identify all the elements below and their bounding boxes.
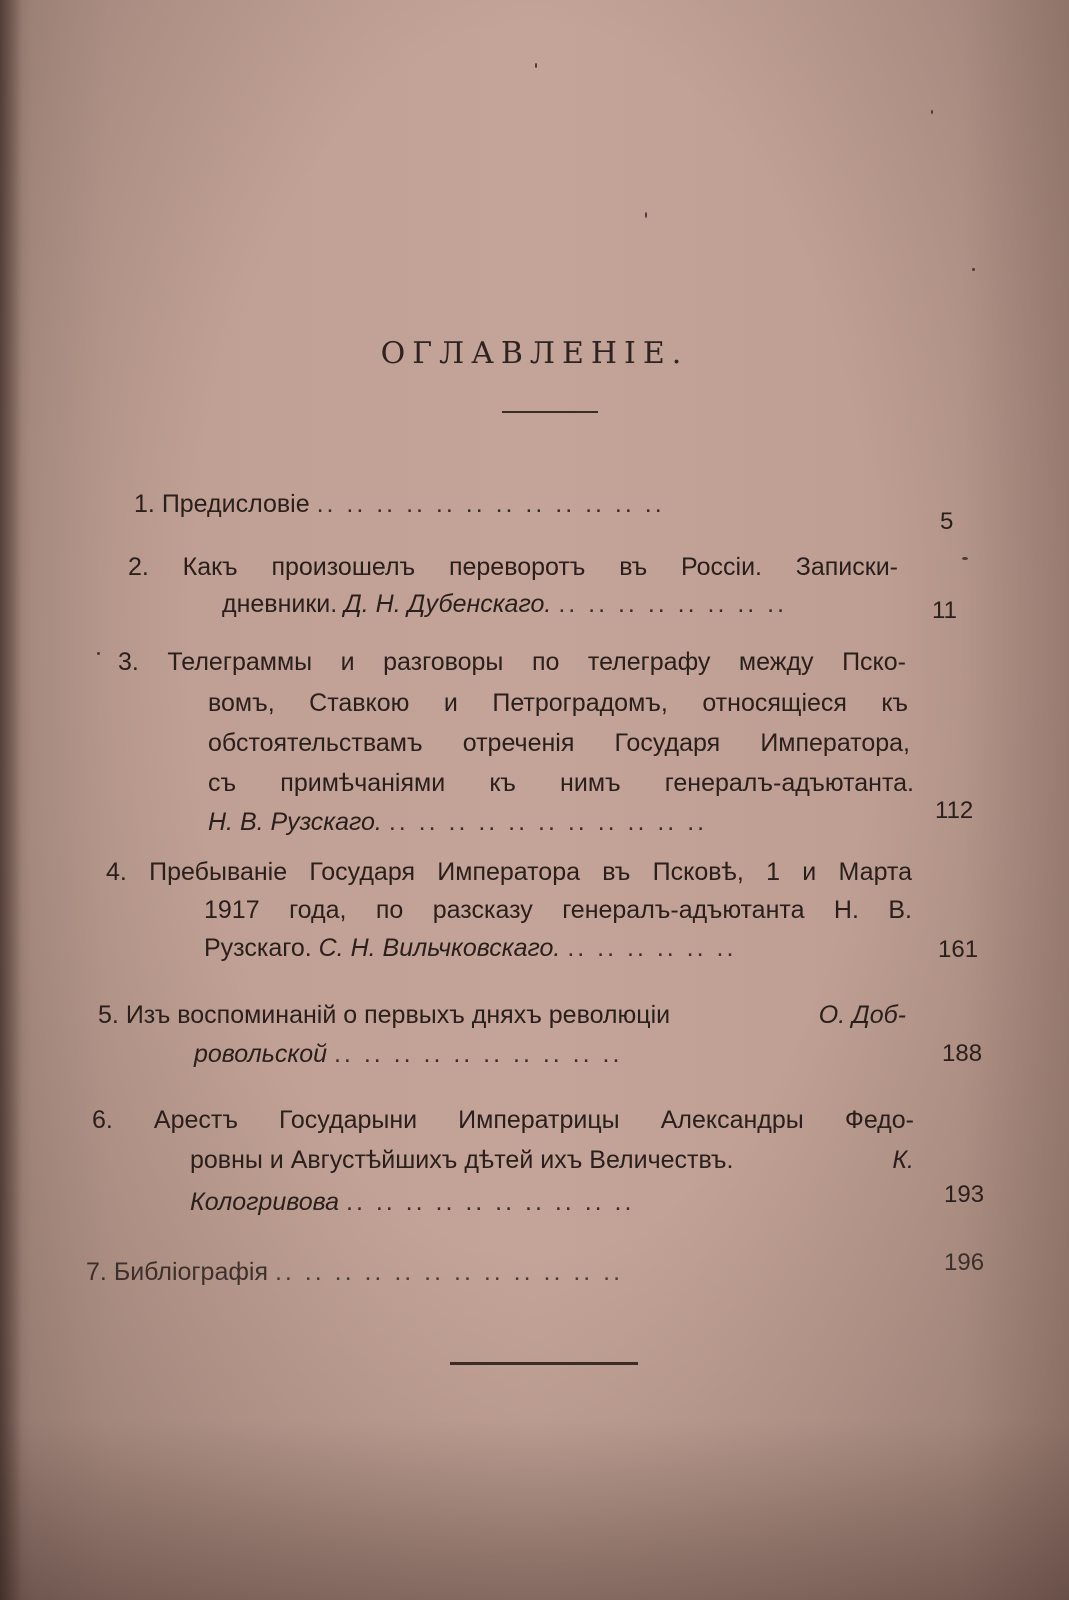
entry-page: 196 — [944, 1249, 985, 1276]
entry-title-line: ровны и Августѣйшихъ дѣтей ихъ Величествъ. — [190, 1146, 734, 1174]
entry-title-line: обстоятельствамъ отреченія Государя Императора, — [208, 729, 910, 757]
entry-title-line: дневники. — [222, 590, 338, 618]
entry-page: 5 — [940, 508, 954, 535]
entry-title-line: Рузскаго. — [204, 934, 312, 962]
title-rule — [502, 411, 598, 413]
entry-author: Д. Н. Дубенскаго. — [344, 590, 552, 618]
entry-title: Предисловіе — [161, 490, 310, 518]
leader-dots: .. .. .. .. .. .. .. .. .. .. — [333, 1040, 623, 1068]
entry-number: 5. — [98, 1001, 119, 1029]
entry-title-line: вомъ, Ставкою и Петроградомъ, относящіеся къ — [208, 689, 908, 717]
paper-speck — [97, 652, 100, 655]
leader-dots: .. .. .. .. .. .. .. .. — [558, 590, 788, 618]
paper-speck — [972, 268, 975, 271]
entry-number: 2. — [128, 553, 149, 581]
entry-author: К. — [892, 1146, 914, 1174]
end-rule — [450, 1362, 638, 1365]
bottom-shadow — [0, 1420, 1069, 1600]
page-title: ОГЛАВЛЕНІЕ. — [380, 336, 689, 371]
spine-shadow — [0, 0, 22, 1600]
entry-title-line: Арестъ Государыни Императрицы Александры Федо- — [153, 1106, 914, 1134]
leader-dots: .. .. .. .. .. .. .. .. .. .. .. .. — [274, 1258, 624, 1286]
leader-dots: .. .. .. .. .. .. .. .. .. .. .. .. — [316, 490, 665, 518]
entry-number: 3. — [118, 648, 139, 676]
entry-page: 112 — [935, 797, 974, 824]
entry-author: Кологривова — [190, 1188, 340, 1216]
entry-number: 1. — [134, 490, 155, 518]
entry-page: 161 — [938, 936, 979, 963]
entry-title-line: съ примѣчаніями къ нимъ генералъ-адъютанта. — [208, 769, 914, 797]
entry-number: 7. — [86, 1258, 107, 1286]
leader-dots: .. .. .. .. .. .. .. .. .. .. — [346, 1188, 635, 1216]
paper-speck — [645, 212, 647, 218]
entry-number: 4. — [106, 858, 127, 886]
entry-page: 193 — [944, 1181, 985, 1208]
paper-speck — [962, 557, 968, 560]
entry-title-line: Пребываніе Государя Императора въ Псковѣ, 1 и Марта — [149, 858, 912, 886]
paper-speck — [535, 63, 537, 68]
leader-dots: .. .. .. .. .. .. — [567, 934, 737, 962]
entry-author: Н. В. Рузскаго. — [208, 808, 382, 836]
entry-author: С. Н. Вильчковскаго. — [318, 934, 561, 962]
entry-title-line: Изъ воспоминаній о первыхъ дняхъ революціи — [125, 1001, 671, 1029]
entry-number: 6. — [92, 1106, 113, 1134]
entry-author: О. Доб- — [818, 1001, 906, 1029]
entry-page: 188 — [942, 1040, 983, 1067]
entry-title-line: Телеграммы и разговоры по телеграфу между Пско- — [167, 648, 906, 676]
paper-speck — [931, 110, 933, 114]
leader-dots: .. .. .. .. .. .. .. .. .. .. .. — [388, 808, 708, 836]
entry-title-line: 1917 года, по разсказу генералъ-адъютанта Н. В. — [204, 896, 912, 924]
entry-title-line: Какъ произошелъ переворотъ въ Россіи. Записки- — [182, 553, 898, 581]
entry-page: 11 — [932, 597, 957, 624]
entry-title: Библіографія — [113, 1258, 269, 1286]
entry-author: ровольской — [194, 1040, 328, 1068]
